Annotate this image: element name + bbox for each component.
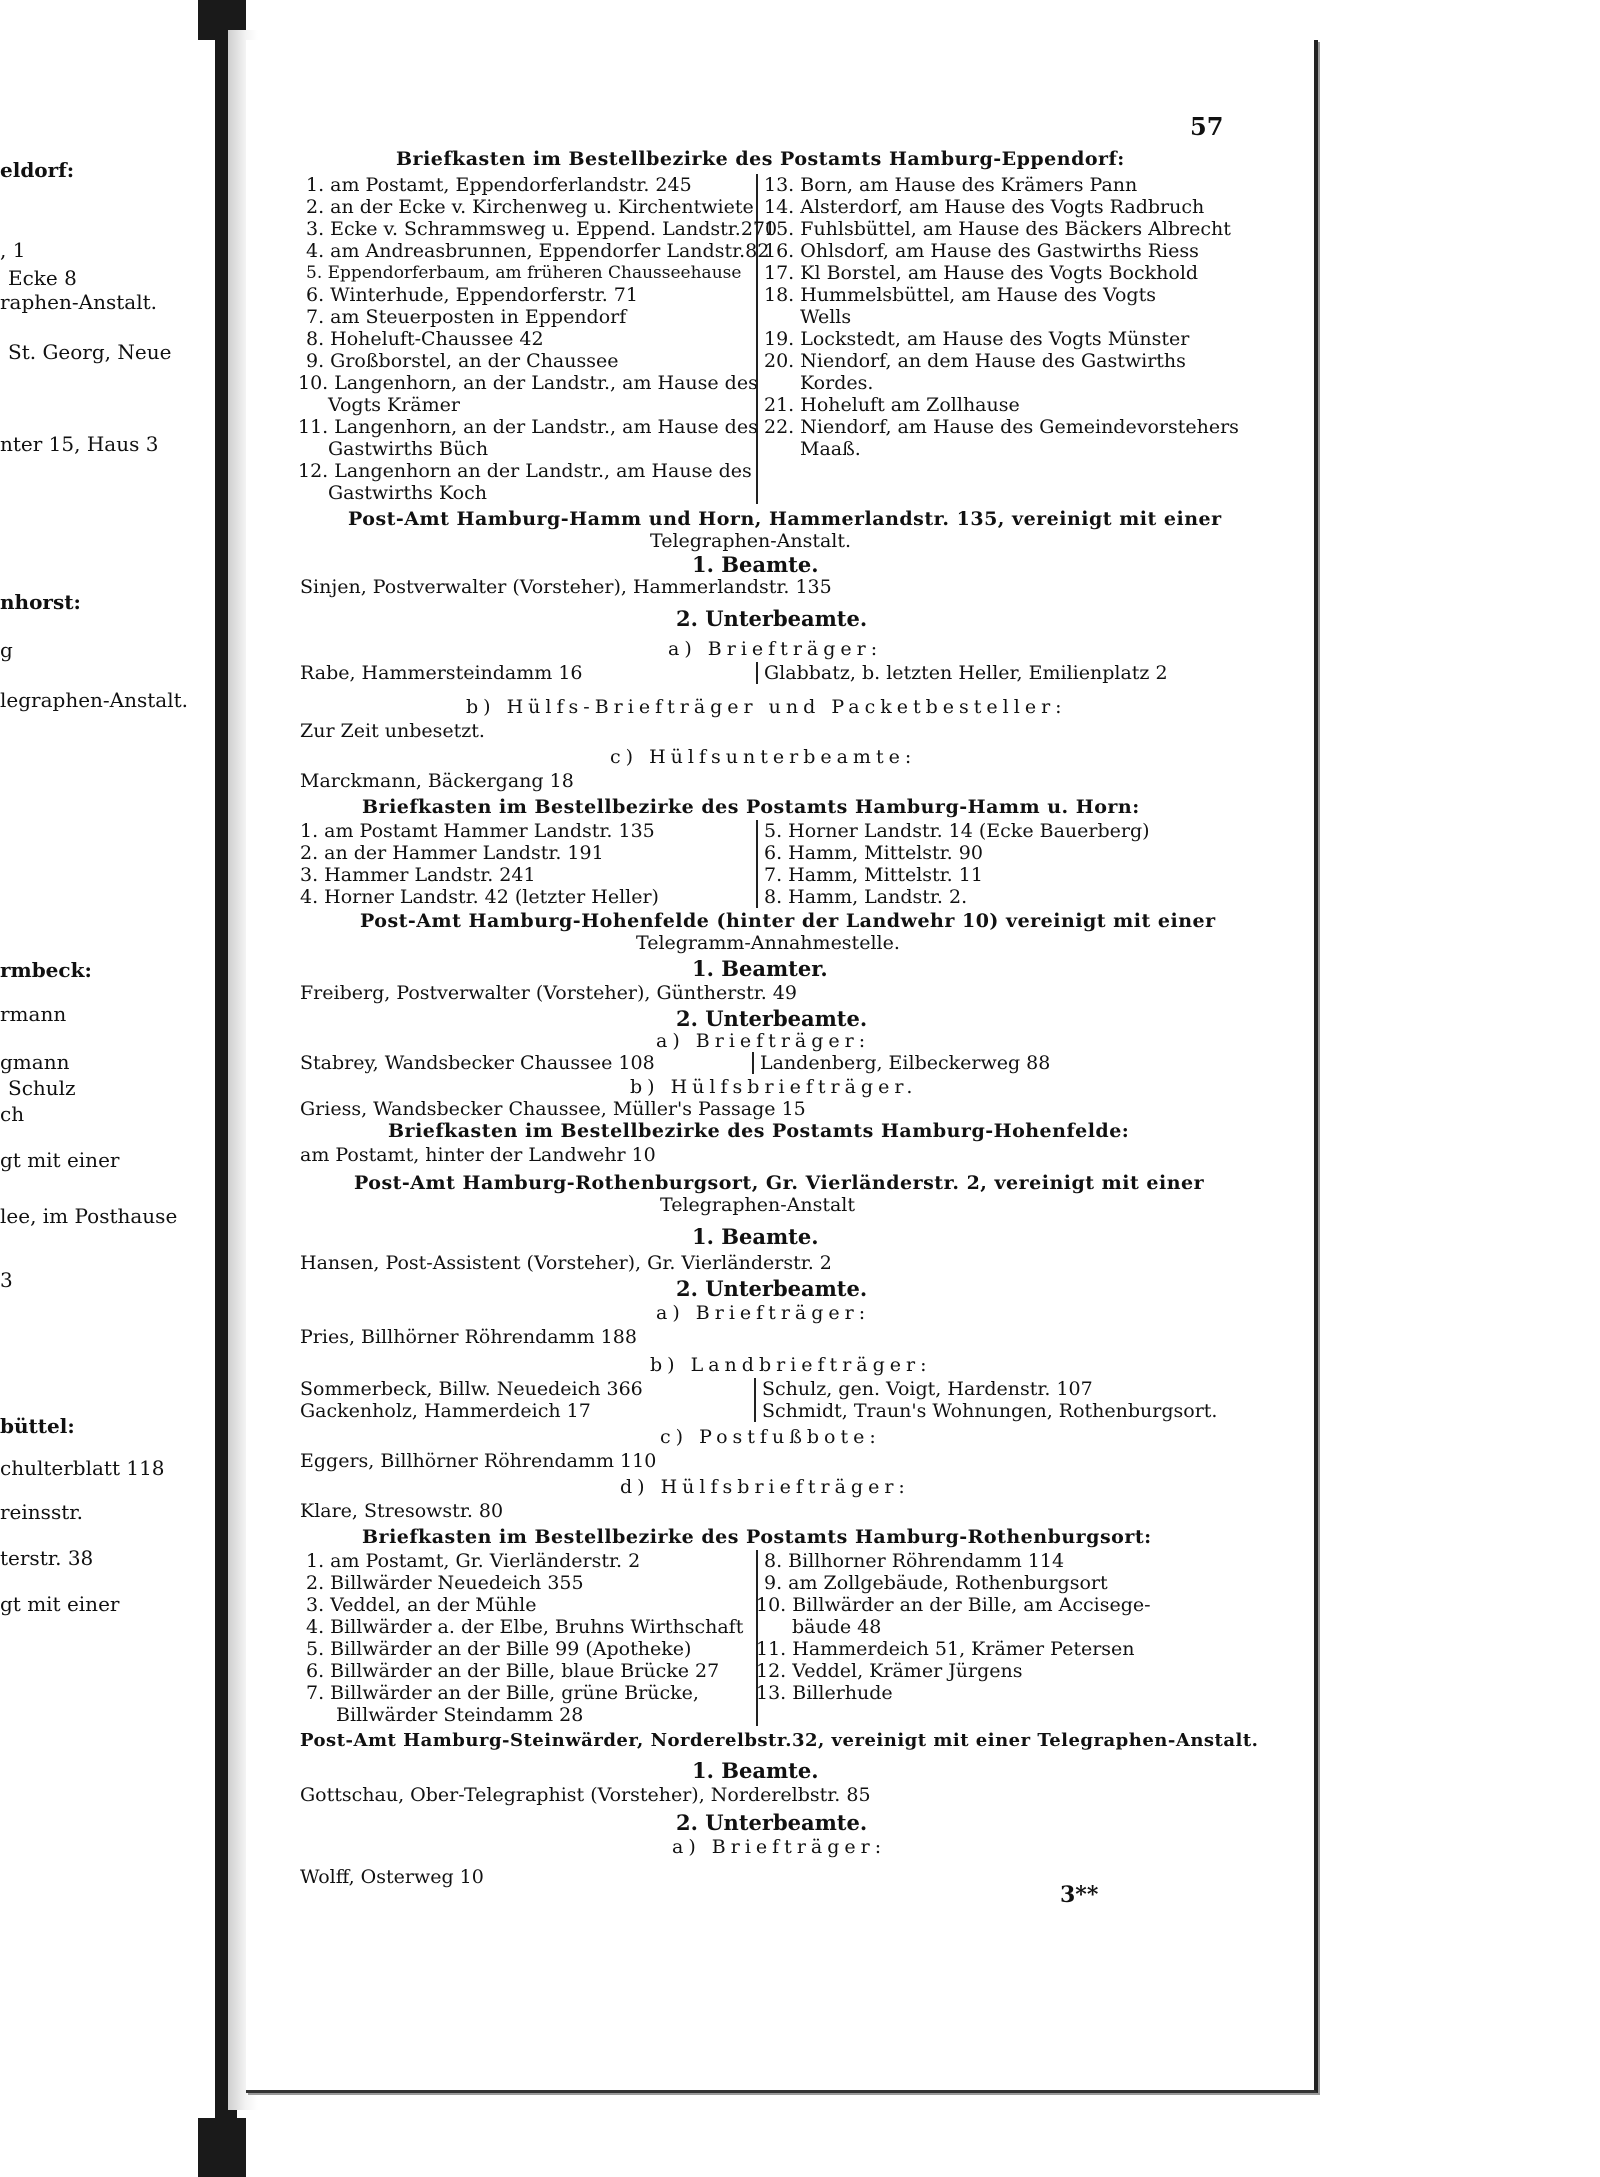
mailbox-entry: 9. am Zollgebäude, Rothenburgsort	[764, 1572, 1108, 1594]
category-heading: a) Briefträger:	[672, 1836, 887, 1858]
subsection-heading: 1. Beamte.	[692, 552, 819, 577]
subsection-heading: 2. Unterbeamte.	[676, 1276, 868, 1301]
entry: Schulz, gen. Voigt, Hardenstr. 107	[762, 1378, 1093, 1400]
subsection-heading: 1. Beamter.	[692, 956, 828, 981]
subsection-heading: 1. Beamte.	[692, 1224, 819, 1249]
post-office-title: Post-Amt Hamburg-Hamm und Horn, Hammerlandstr. 135, vereinigt mit einer	[348, 508, 1222, 530]
entry: Klare, Stresowstr. 80	[300, 1500, 504, 1522]
post-office-subtitle: Telegraphen-Anstalt	[660, 1194, 856, 1216]
mailbox-entry: 1. am Postamt Hammer Landstr. 135	[300, 820, 655, 842]
mailbox-entry: 16. Ohlsdorf, am Hause des Gastwirths Riess	[764, 240, 1199, 262]
left-page-line: g	[0, 638, 13, 662]
mailbox-entry: 3. Veddel, an der Mühle	[306, 1594, 537, 1616]
mailbox-entry: 18. Hummelsbüttel, am Hause des Vogts	[764, 284, 1156, 306]
category-heading: a) Briefträger:	[656, 1030, 871, 1052]
column-divider	[752, 1052, 754, 1074]
entry: Eggers, Billhörner Röhrendamm 110	[300, 1450, 657, 1472]
entry: Landenberg, Eilbeckerweg 88	[760, 1052, 1051, 1074]
mailbox-entry: Wells	[800, 306, 852, 328]
column-divider	[754, 1378, 756, 1422]
entry: Marckmann, Bäckergang 18	[300, 770, 574, 792]
gutter-tab	[198, 2118, 246, 2177]
mailbox-entry: 2. an der Ecke v. Kirchenweg u. Kirchentwiete	[306, 196, 754, 218]
left-page-line: Schulz	[8, 1076, 76, 1100]
entry: Griess, Wandsbecker Chaussee, Müller's Passage 15	[300, 1098, 806, 1120]
mailbox-entry: 6. Billwärder an der Bille, blaue Brücke 27	[306, 1660, 720, 1682]
left-page-line: büttel:	[0, 1414, 75, 1438]
left-page-fragment	[0, 40, 228, 2100]
entry: Hansen, Post-Assistent (Vorsteher), Gr. Vierländerstr. 2	[300, 1252, 832, 1274]
section-heading: Briefkasten im Bestellbezirke des Postamts Hamburg-Rothenburgsort:	[362, 1526, 1152, 1548]
category-heading: a) Briefträger:	[668, 638, 883, 660]
mailbox-entry: 9. Großborstel, an der Chaussee	[306, 350, 619, 372]
entry: Glabbatz, b. letzten Heller, Emilienplatz 2	[764, 662, 1168, 684]
post-office-title: Post-Amt Hamburg-Hohenfelde (hinter der Landwehr 10) vereinigt mit einer	[360, 910, 1216, 932]
entry: Freiberg, Postverwalter (Vorsteher), Güntherstr. 49	[300, 982, 797, 1004]
entry: Sinjen, Postverwalter (Vorsteher), Hammerlandstr. 135	[300, 576, 832, 598]
left-page-line: rmbeck:	[0, 958, 92, 982]
category-heading: c) Postfußbote:	[660, 1426, 881, 1448]
left-page-line: gmann	[0, 1050, 70, 1074]
mailbox-entry: 4. am Andreasbrunnen, Eppendorfer Landstr.82	[306, 240, 770, 262]
entry: Pries, Billhörner Röhrendamm 188	[300, 1326, 637, 1348]
entry: Wolff, Osterweg 10	[300, 1866, 484, 1888]
mailbox-entry: 12. Langenhorn an der Landstr., am Hause des	[298, 460, 752, 482]
mailbox-entry: 3. Ecke v. Schrammsweg u. Eppend. Landstr.270	[306, 218, 778, 240]
entry: Gackenholz, Hammerdeich 17	[300, 1400, 591, 1422]
mailbox-entry: 8. Hoheluft-Chaussee 42	[306, 328, 544, 350]
mailbox-entry: Gastwirths Koch	[328, 482, 487, 504]
entry: Stabrey, Wandsbecker Chaussee 108	[300, 1052, 655, 1074]
mailbox-entry: 7. am Steuerposten in Eppendorf	[306, 306, 627, 328]
post-office-subtitle: Telegramm-Annahmestelle.	[636, 932, 900, 954]
mailbox-entry: 14. Alsterdorf, am Hause des Vogts Radbruch	[764, 196, 1205, 218]
mailbox-entry: 22. Niendorf, am Hause des Gemeindevorstehers	[764, 416, 1239, 438]
mailbox-entry: 15. Fuhlsbüttel, am Hause des Bäckers Albrecht	[764, 218, 1231, 240]
mailbox-entry: 10. Billwärder an der Bille, am Accisege-	[756, 1594, 1151, 1616]
page-number: 57	[1190, 112, 1224, 141]
mailbox-entry: 5. Horner Landstr. 14 (Ecke Bauerberg)	[764, 820, 1150, 842]
category-heading: b) Landbriefträger:	[650, 1354, 932, 1376]
mailbox-entry: 12. Veddel, Krämer Jürgens	[756, 1660, 1023, 1682]
mailbox-entry: 6. Hamm, Mittelstr. 90	[764, 842, 983, 864]
entry: Sommerbeck, Billw. Neuedeich 366	[300, 1378, 643, 1400]
mailbox-entry: 6. Winterhude, Eppendorferstr. 71	[306, 284, 638, 306]
mailbox-entry: 7. Billwärder an der Bille, grüne Brücke,	[306, 1682, 699, 1704]
post-office-title: Post-Amt Hamburg-Steinwärder, Norderelbstr.32, vereinigt mit einer Telegraphen-Anstalt.	[300, 1730, 1259, 1751]
mailbox-entry: 4. Horner Landstr. 42 (letzter Heller)	[300, 886, 659, 908]
mailbox-entry: 13. Born, am Hause des Krämers Pann	[764, 174, 1138, 196]
column-divider	[756, 820, 758, 908]
left-page-line: terstr. 38	[0, 1546, 94, 1570]
entry: Schmidt, Traun's Wohnungen, Rothenburgsort.	[762, 1400, 1218, 1422]
mailbox-entry: bäude 48	[792, 1616, 882, 1638]
mailbox-entry: 2. Billwärder Neuedeich 355	[306, 1572, 584, 1594]
mailbox-entry: 19. Lockstedt, am Hause des Vogts Münster	[764, 328, 1190, 350]
category-heading: c) Hülfsunterbeamte:	[610, 746, 917, 768]
mailbox-entry: 3. Hammer Landstr. 241	[300, 864, 536, 886]
subsection-heading: 2. Unterbeamte.	[676, 1810, 868, 1835]
mailbox-entry: 2. an der Hammer Landstr. 191	[300, 842, 604, 864]
entry: Zur Zeit unbesetzt.	[300, 720, 485, 742]
mailbox-entry: 10. Langenhorn, an der Landstr., am Hause des	[298, 372, 758, 394]
printer-signature: 3**	[1060, 1882, 1099, 1908]
post-office-title: Post-Amt Hamburg-Rothenburgsort, Gr. Vierländerstr. 2, vereinigt mit einer	[354, 1172, 1205, 1194]
left-page-line: chulterblatt 118	[0, 1456, 165, 1480]
mailbox-entry: 20. Niendorf, an dem Hause des Gastwirths	[764, 350, 1186, 372]
left-page-line: legraphen-Anstalt.	[0, 688, 189, 712]
category-heading: d) Hülfsbriefträger:	[620, 1476, 910, 1498]
mailbox-entry: 8. Hamm, Landstr. 2.	[764, 886, 968, 908]
left-page-line: , 1	[0, 238, 26, 262]
left-page-line: 3	[0, 1268, 13, 1292]
left-page-line: lee, im Posthause	[0, 1204, 178, 1228]
post-office-subtitle: Telegraphen-Anstalt.	[650, 530, 852, 552]
mailbox-entry: 21. Hoheluft am Zollhause	[764, 394, 1020, 416]
left-page-line: rmann	[0, 1002, 67, 1026]
mailbox-entry: Vogts Krämer	[328, 394, 460, 416]
subsection-heading: 2. Unterbeamte.	[676, 1006, 868, 1031]
subsection-heading: 2. Unterbeamte.	[676, 606, 868, 631]
mailbox-entry: 13. Billerhude	[756, 1682, 893, 1704]
column-divider	[756, 662, 758, 684]
category-heading: a) Briefträger:	[656, 1302, 871, 1324]
left-page-line: gt mit einer	[0, 1592, 120, 1616]
mailbox-entry: Maaß.	[800, 438, 861, 460]
category-heading: b) Hülfsbriefträger.	[630, 1076, 918, 1098]
left-page-line: reinsstr.	[0, 1500, 83, 1524]
left-page-line: nter 15, Haus 3	[0, 432, 159, 456]
left-page-line: ch	[0, 1102, 25, 1126]
mailbox-entry: 4. Billwärder a. der Elbe, Bruhns Wirthschaft	[306, 1616, 744, 1638]
left-page-line: Ecke 8	[8, 266, 77, 290]
mailbox-entry: 11. Langenhorn, an der Landstr., am Hause des	[298, 416, 758, 438]
left-page-line: nhorst:	[0, 590, 81, 614]
mailbox-entry: Kordes.	[800, 372, 874, 394]
mailbox-entry: 17. Kl Borstel, am Hause des Vogts Bockhold	[764, 262, 1199, 284]
mailbox-entry: 1. am Postamt, Gr. Vierländerstr. 2	[306, 1550, 641, 1572]
mailbox-entry: 1. am Postamt, Eppendorferlandstr. 245	[306, 174, 692, 196]
mailbox-entry: Gastwirths Büch	[328, 438, 489, 460]
section-heading: Briefkasten im Bestellbezirke des Postamts Hamburg-Eppendorf:	[396, 148, 1125, 170]
mailbox-entry: 7. Hamm, Mittelstr. 11	[764, 864, 983, 886]
left-page-line: raphen-Anstalt.	[0, 290, 157, 314]
mailbox-entry: 5. Eppendorferbaum, am früheren Chausseehause	[306, 263, 742, 283]
entry: Rabe, Hammersteindamm 16	[300, 662, 583, 684]
section-heading: Briefkasten im Bestellbezirke des Postamts Hamburg-Hohenfelde:	[388, 1120, 1130, 1142]
mailbox-entry: 11. Hammerdeich 51, Krämer Petersen	[756, 1638, 1135, 1660]
mailbox-entry: Billwärder Steindamm 28	[336, 1704, 584, 1726]
mailbox-entry: 5. Billwärder an der Bille 99 (Apotheke)	[306, 1638, 692, 1660]
category-heading: b) Hülfs-Briefträger und Packetbesteller:	[466, 696, 1067, 718]
subsection-heading: 1. Beamte.	[692, 1758, 819, 1783]
entry: Gottschau, Ober-Telegraphist (Vorsteher), Norderelbstr. 85	[300, 1784, 871, 1806]
left-page-line: gt mit einer	[0, 1148, 120, 1172]
mailbox-entry: 8. Billhorner Röhrendamm 114	[764, 1550, 1065, 1572]
section-heading: Briefkasten im Bestellbezirke des Postamts Hamburg-Hamm u. Horn:	[362, 796, 1140, 818]
left-page-line: eldorf:	[0, 158, 75, 182]
left-page-line: St. Georg, Neue	[8, 340, 172, 364]
entry: am Postamt, hinter der Landwehr 10	[300, 1144, 656, 1166]
